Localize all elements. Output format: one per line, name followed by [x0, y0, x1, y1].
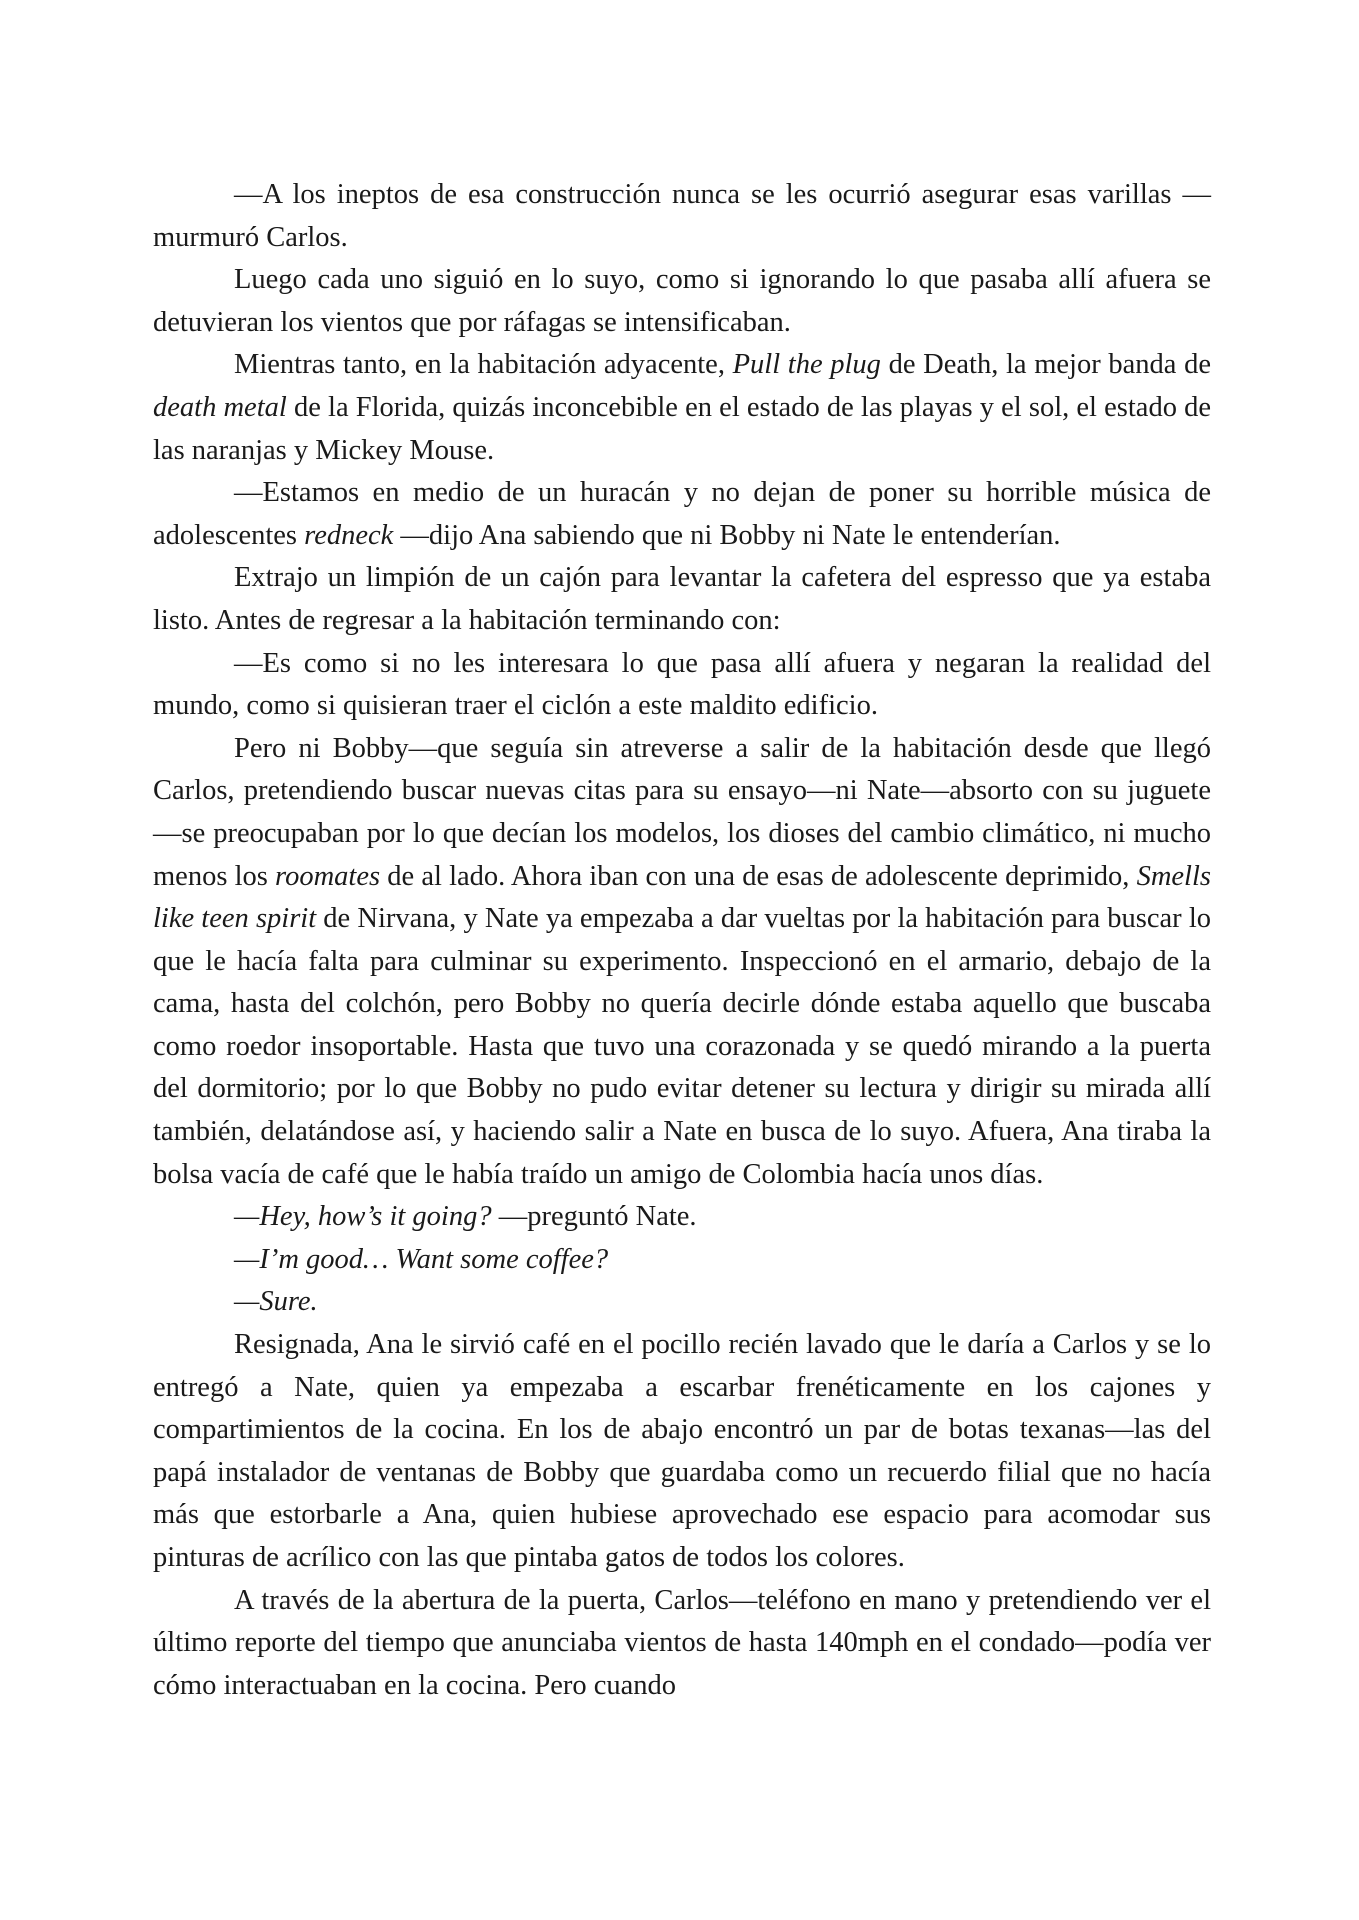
text-run: de al lado. Ahora iban con una de esas de adolescente deprimido, [380, 860, 1137, 892]
page-body [153, 174, 1211, 1707]
dialogue-line [153, 1239, 1211, 1282]
paragraph [153, 1324, 1211, 1580]
paragraph [153, 728, 1211, 1197]
dialogue-line [153, 1196, 1211, 1239]
italic-dialogue: —Hey, how’s it going? [234, 1201, 492, 1233]
paragraph [153, 643, 1211, 728]
text-run: A través de la abertura de la puerta, Carlos—teléfono en mano y pretendiendo ver el último reporte del tiempo que anunciaba vientos de hasta 140mph en el condado—podía ver cómo interactuaban en la cocina. Pero cuando [153, 1584, 1211, 1701]
dialogue-line [153, 1281, 1211, 1324]
paragraph [153, 259, 1211, 344]
paragraph [153, 1580, 1211, 1708]
italic-dialogue: —I’m good… Want some coffee? [234, 1243, 609, 1275]
italic-term: redneck [304, 519, 394, 551]
italic-title: Smells like teen spirit [153, 860, 1211, 935]
text-run: —Estamos en medio de un huracán y no dejan de poner su horrible música de adolescentes [153, 477, 1211, 551]
paragraph [153, 344, 1211, 472]
paragraph [153, 174, 1211, 259]
paragraph [153, 472, 1211, 557]
text-run: Extrajo un limpión de un cajón para levantar la cafetera del espresso que ya estaba listo. Antes de regresar a la habitación terminando con: [153, 562, 1211, 636]
text-run: —dijo Ana sabiendo que ni Bobby ni Nate le entenderían. [393, 519, 1061, 551]
paragraph [153, 557, 1211, 642]
text-run: de Nirvana, y Nate ya empezaba a dar vueltas por la habitación para buscar lo que le hacía falta para culminar su experimento. Inspeccionó en el armario, debajo de la cama, hasta del colchón, pero Bobby no quería decirle dónde estaba aquello que buscaba como roedor insoportable. Hasta que tuvo una corazonada y se quedó mirando a la puerta del dormitorio; por lo que Bobby no pudo evitar detener su lectura y dirigir su mirada allí también, delatándose así, y haciendo salir a Nate en busca de lo suyo. Afuera, Ana tiraba la bolsa vacía de café que le había traído un amigo de Colombia hacía unos días. [153, 903, 1211, 1190]
italic-term: death metal [153, 391, 287, 423]
italic-dialogue: —Sure. [234, 1286, 318, 1318]
text-run: —preguntó Nate. [491, 1201, 697, 1233]
text-run: de la Florida, quizás inconcebible en el estado de las playas y el sol, el estado de las naranjas y Mickey Mouse. [153, 391, 1212, 466]
text-run: —Es como si no les interesara lo que pasa allí afuera y negaran la realidad del mundo, como si quisieran traer el ciclón a este maldito edificio. [153, 647, 1211, 722]
text-run: de Death, la mejor banda de [880, 349, 1211, 381]
text-run: Resignada, Ana le sirvió café en el pocillo recién lavado que le daría a Carlos y se lo entregó a Nate, quien ya empezaba a escarbar frenéticamente en los cajones y compartimientos de la cocina. En los de abajo encontró un par de botas texanas—las del papá instalador de ventanas de Bobby que guardaba como un recuerdo filial que no hacía más que estorbarle a Ana, quien hubiese aprovechado ese espacio para acomodar sus pinturas de acrílico con las que pintaba gatos de todos los colores. [153, 1329, 1211, 1573]
italic-term: roomates [275, 860, 381, 892]
text-run: Luego cada uno siguió en lo suyo, como si ignorando lo que pasaba allí afuera se detuvieran los vientos que por ráfagas se intensificaban. [153, 264, 1211, 338]
text-run: —A los ineptos de esa construcción nunca se les ocurrió asegurar esas varillas —murmuró Carlos. [153, 179, 1211, 253]
text-run: Mientras tanto, en la habitación adyacente, [234, 349, 733, 381]
italic-title: Pull the plug [732, 349, 881, 381]
text-run: Pero ni Bobby—que seguía sin atreverse a salir de la habitación desde que llegó Carlos, pretendiendo buscar nuevas citas para su ensayo—ni Nate—absorto con su juguete—se preocupaban por lo que decían los modelos, los dioses del cambio climático, ni mucho menos los [153, 732, 1211, 892]
